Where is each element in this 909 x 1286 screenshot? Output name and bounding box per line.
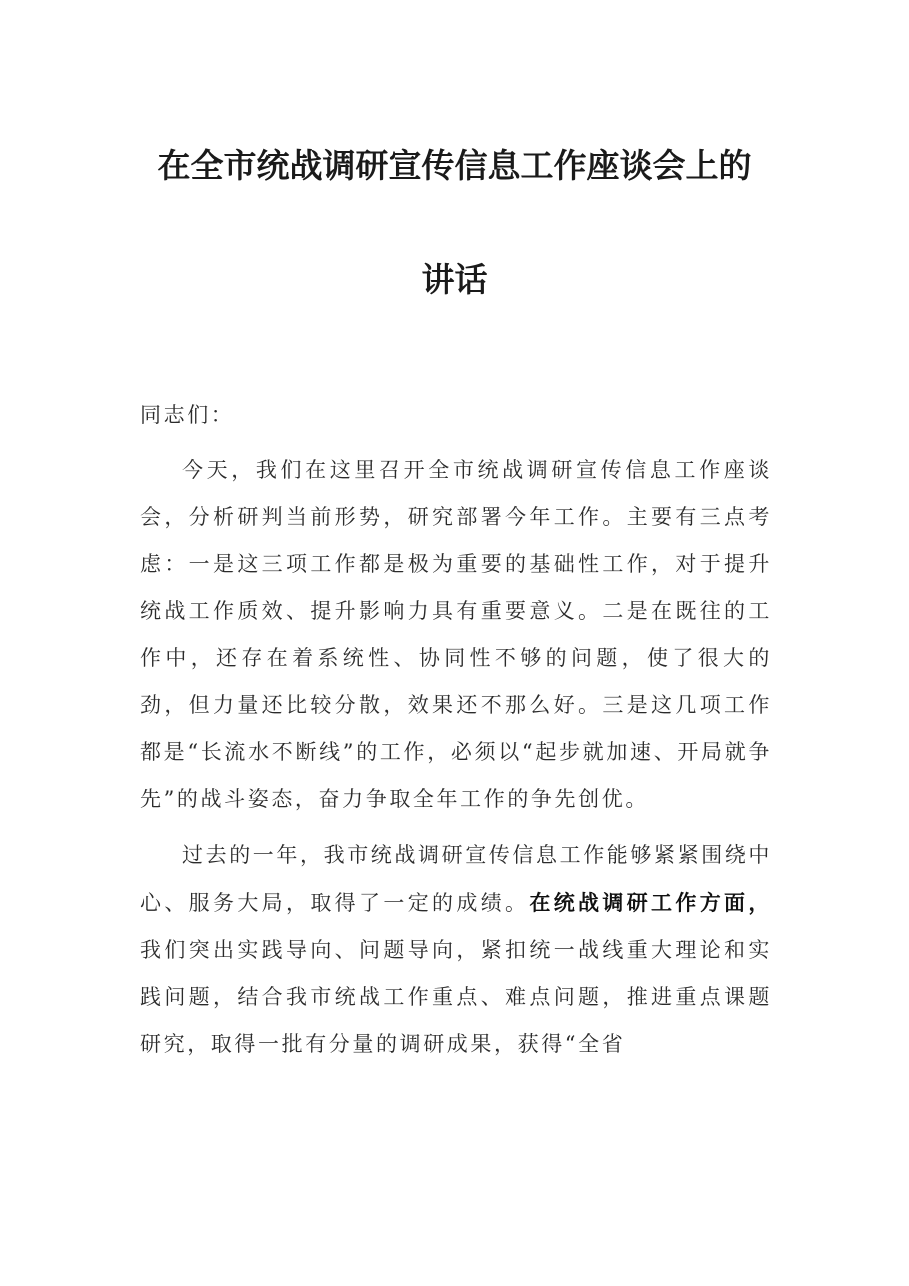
document-body bbox=[140, 392, 772, 1077]
salutation: 同志们： bbox=[140, 403, 235, 427]
paragraph-2-bold-heading: 在统战调研工作方面， bbox=[529, 890, 772, 915]
paragraph-2-rest: 我们突出实践导向、问题导向，紧扣统一战线重大理论和实践问题，结合我市统战工作重点、难点问题，推进重点课题研究，取得一批有分量的调研成果，获得“全省 bbox=[140, 938, 772, 1056]
paragraph-2 bbox=[140, 832, 772, 1068]
document-title-line-2: 讲话 bbox=[421, 260, 488, 299]
document-title-line-1: 在全市统战调研宣传信息工作座谈会上的 bbox=[157, 146, 752, 185]
paragraph-2-intro: 过去的一年，我市统战调研宣传信息工作能够紧紧围绕中心、服务大局，取得了一定的成绩。 bbox=[140, 843, 772, 915]
paragraph-1: 今天，我们在这里召开全市统战调研宣传信息工作座谈会，分析研判当前形势，研究部署今年工作。主要有三点考虑：一是这三项工作都是极为重要的基础性工作，对于提升统战工作质效、提升影响力具有重要意义。二是在既往的工作中，还存在着系统性、协同性不够的问题，使了很大的劲，但力量还比较分散，效果还不那么好。三是这几项工作都是“长流水不断线”的工作，必须以“起步就加速、开局就争先”的战斗姿态，奋力争取全年工作的争先创优。 bbox=[140, 458, 772, 811]
